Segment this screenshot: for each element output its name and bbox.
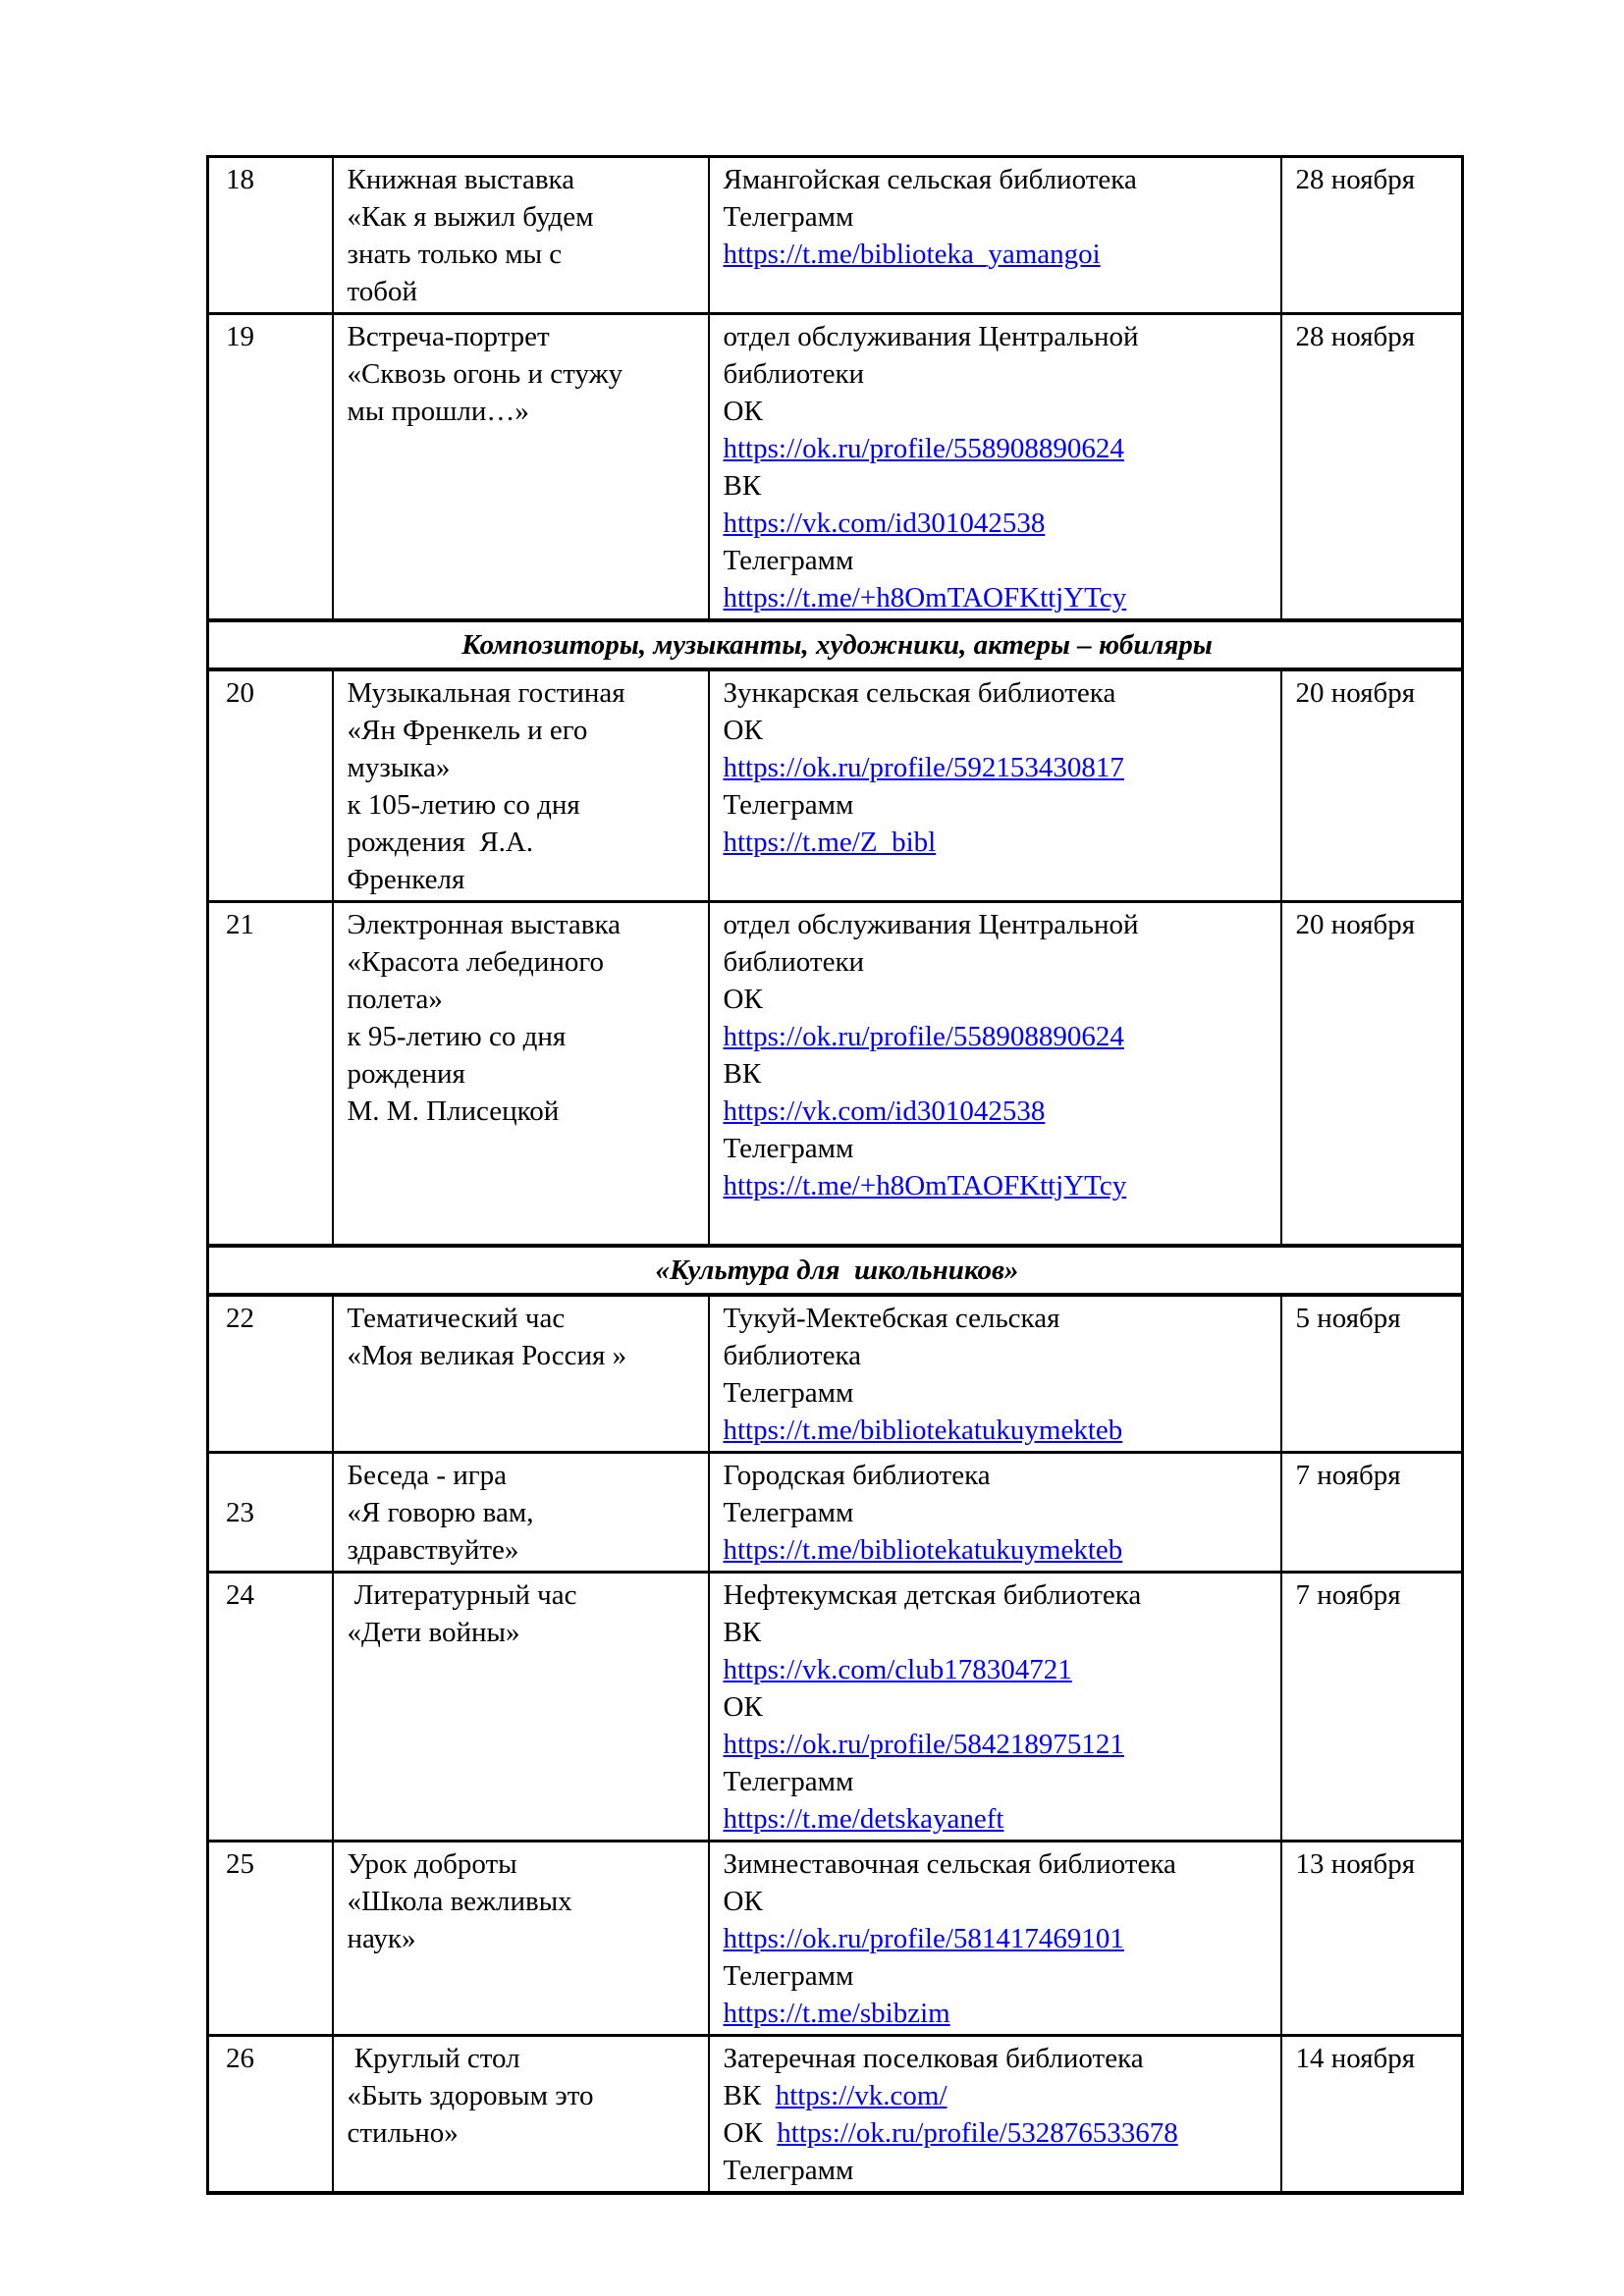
event-title-line: рождения xyxy=(347,1058,465,1090)
social-link[interactable]: https://t.me/+h8OmTAOFKttjYTcy xyxy=(723,1170,1127,1201)
table-row xyxy=(208,1295,1463,1453)
where-line xyxy=(724,1412,1271,1449)
where-text: Телеграмм xyxy=(723,201,854,233)
where-text: Нефтекумская детская библиотека xyxy=(723,1579,1142,1611)
social-link[interactable]: https://ok.ru/profile/584218975121 xyxy=(723,1729,1124,1760)
where-line xyxy=(724,1614,1271,1651)
library-links-cell xyxy=(709,1842,1281,2036)
table-row xyxy=(208,1842,1463,2036)
where-line xyxy=(724,2152,1271,2189)
event-title-line: Книжная выставка xyxy=(347,164,575,195)
where-line xyxy=(724,906,1271,943)
table-row xyxy=(208,902,1463,1247)
where-line xyxy=(724,1883,1271,1920)
event-title-line: полета» xyxy=(347,984,443,1015)
date-cell: 28 ноября xyxy=(1281,157,1463,314)
row-number-cell xyxy=(208,157,333,314)
event-title-cell xyxy=(333,669,709,902)
where-line xyxy=(724,2040,1271,2077)
social-link[interactable]: https://vk.com/ xyxy=(775,2080,947,2111)
social-link[interactable]: https://t.me/bibliotekatukuymekteb xyxy=(723,1534,1123,1566)
where-text: Телеграмм xyxy=(723,789,854,821)
where-line xyxy=(724,318,1271,355)
date-cell: 20 ноября xyxy=(1281,669,1463,902)
event-title-cell xyxy=(333,1573,709,1842)
social-link[interactable]: https://ok.ru/profile/558908890624 xyxy=(723,433,1124,464)
social-link[interactable]: https://t.me/+h8OmTAOFKttjYTcy xyxy=(723,582,1127,614)
event-title-line: тобой xyxy=(347,276,418,307)
where-line xyxy=(724,1688,1271,1726)
where-text: Телеграмм xyxy=(723,1133,854,1164)
row-number: 24 xyxy=(226,1579,254,1611)
event-title-line: Тематический час xyxy=(347,1303,566,1334)
where-text: Тукуй-Мектебская сельская xyxy=(723,1303,1060,1334)
event-title-line: «Ян Френкель и его xyxy=(347,715,588,746)
where-text: библиотеки xyxy=(723,358,865,390)
where-line xyxy=(724,712,1271,749)
event-title-line: мы прошли…» xyxy=(347,396,529,427)
section-header: «Культура для школьников» xyxy=(208,1246,1463,1295)
library-links-cell xyxy=(709,2036,1281,2194)
table-row xyxy=(208,1453,1463,1573)
where-text: ВК xyxy=(723,1617,762,1648)
where-line xyxy=(724,1920,1271,1957)
where-line xyxy=(724,1957,1271,1995)
event-title-cell xyxy=(333,1453,709,1573)
library-links-cell xyxy=(709,669,1281,902)
event-title-line: «Моя великая Россия » xyxy=(347,1340,627,1371)
where-text: Зимнеставочная сельская библиотека xyxy=(723,1848,1176,1880)
social-link[interactable]: https://t.me/sbibzim xyxy=(723,1998,950,2029)
library-links-cell xyxy=(709,1295,1281,1453)
social-link[interactable]: https://t.me/detskayaneft xyxy=(723,1803,1004,1835)
event-title-line: Музыкальная гостиная xyxy=(347,677,625,709)
event-title-line: Урок доброты xyxy=(347,1848,517,1880)
row-number: 19 xyxy=(226,321,254,352)
where-line xyxy=(724,393,1271,430)
where-line xyxy=(724,355,1271,393)
event-title-line: к 105-летию со дня xyxy=(347,789,580,821)
where-line xyxy=(724,943,1271,981)
where-text: Телеграмм xyxy=(723,545,854,576)
where-text: библиотеки xyxy=(723,946,865,978)
events-table xyxy=(206,155,1464,2195)
event-title-cell xyxy=(333,902,709,1247)
library-links-cell xyxy=(709,157,1281,314)
row-number-cell xyxy=(208,1573,333,1842)
event-title-line: Беседа - игра xyxy=(347,1460,508,1491)
event-title-line: знать только мы с xyxy=(347,239,563,270)
where-line xyxy=(724,786,1271,824)
where-text: ВК xyxy=(723,2080,776,2111)
where-line xyxy=(724,981,1271,1018)
events-table-body xyxy=(208,157,1463,2194)
event-title-line: Литературный час xyxy=(347,1579,577,1611)
document-content-area xyxy=(206,155,1461,2195)
where-text: ВК xyxy=(723,470,762,502)
row-number-cell xyxy=(208,2036,333,2194)
where-line xyxy=(724,1531,1271,1569)
row-number: 20 xyxy=(226,677,254,709)
social-link[interactable]: https://vk.com/id301042538 xyxy=(723,507,1046,539)
where-text: ОК xyxy=(723,1691,763,1723)
table-row xyxy=(208,1573,1463,1842)
section-header-row xyxy=(208,1246,1463,1295)
library-links-cell xyxy=(709,1573,1281,1842)
where-text: ОК xyxy=(723,715,763,746)
social-link[interactable]: https://ok.ru/profile/558908890624 xyxy=(723,1021,1124,1052)
row-number: 18 xyxy=(226,164,254,195)
event-title-line: музыка» xyxy=(347,752,451,783)
event-title-line: «Дети войны» xyxy=(347,1617,520,1648)
where-line xyxy=(724,161,1271,198)
where-text: отдел обслуживания Центральной xyxy=(723,321,1139,352)
where-text: Телеграмм xyxy=(723,1766,854,1797)
where-line xyxy=(724,1337,1271,1374)
row-number-cell xyxy=(208,1295,333,1453)
social-link[interactable]: https://ok.ru/profile/581417469101 xyxy=(723,1923,1124,1954)
library-links-cell xyxy=(709,314,1281,621)
where-text: ОК xyxy=(723,396,763,427)
where-line xyxy=(724,824,1271,861)
event-title-line: стильно» xyxy=(347,2117,459,2149)
date-cell: 7 ноября xyxy=(1281,1453,1463,1573)
date-cell: 13 ноября xyxy=(1281,1842,1463,2036)
where-line xyxy=(724,1018,1271,1055)
section-header-row xyxy=(208,620,1463,669)
event-title-line: «Как я выжил будем xyxy=(347,201,594,233)
where-line xyxy=(724,1845,1271,1883)
event-title-line: «Сквозь огонь и стужу xyxy=(347,358,623,390)
table-row xyxy=(208,314,1463,621)
where-line xyxy=(724,1800,1271,1838)
row-number xyxy=(226,1457,322,1494)
where-text: отдел обслуживания Центральной xyxy=(723,909,1139,940)
row-number: 22 xyxy=(226,1303,254,1334)
where-line xyxy=(724,542,1271,579)
where-line xyxy=(724,674,1271,712)
date-cell: 28 ноября xyxy=(1281,314,1463,621)
event-title-cell xyxy=(333,314,709,621)
social-link[interactable]: https://t.me/Z_bibl xyxy=(723,827,937,858)
date-cell: 14 ноября xyxy=(1281,2036,1463,2194)
where-text: Зункарская сельская библиотека xyxy=(723,677,1116,709)
where-text: Телеграмм xyxy=(723,1377,854,1409)
where-line xyxy=(724,430,1271,467)
event-title-cell xyxy=(333,157,709,314)
date-cell: 5 ноября xyxy=(1281,1295,1463,1453)
table-row xyxy=(208,2036,1463,2194)
row-number-cell xyxy=(208,1842,333,2036)
where-line xyxy=(724,1300,1271,1337)
where-line xyxy=(724,1494,1271,1531)
row-number-cell xyxy=(208,669,333,902)
row-number: 21 xyxy=(226,909,254,940)
where-text: Городская библиотека xyxy=(723,1460,991,1491)
event-title-line: к 95-летию со дня xyxy=(347,1021,567,1052)
where-text: Затеречная поселковая библиотека xyxy=(723,2043,1144,2074)
social-link[interactable]: https://t.me/biblioteka_yamangoi xyxy=(723,239,1101,270)
where-text: Телеграмм xyxy=(723,1960,854,1992)
where-line xyxy=(724,749,1271,786)
where-text: Телеграмм xyxy=(723,2155,854,2186)
social-link[interactable]: https://vk.com/id301042538 xyxy=(723,1095,1046,1127)
where-line xyxy=(724,1204,1271,1242)
where-line xyxy=(724,1167,1271,1204)
social-link[interactable]: https://t.me/bibliotekatukuymekteb xyxy=(723,1415,1123,1446)
library-links-cell xyxy=(709,1453,1281,1573)
event-title-line: «Быть здоровым это xyxy=(347,2080,594,2111)
where-line xyxy=(724,1995,1271,2032)
where-line xyxy=(724,1726,1271,1763)
social-link[interactable]: https://ok.ru/profile/532876533678 xyxy=(777,2117,1178,2149)
social-link[interactable]: https://vk.com/club178304721 xyxy=(723,1654,1072,1685)
date-cell: 7 ноября xyxy=(1281,1573,1463,1842)
where-text xyxy=(724,1207,731,1239)
event-title-line: «Школа вежливых xyxy=(347,1886,572,1917)
event-title-line: Френкеля xyxy=(347,864,465,895)
where-line xyxy=(724,2077,1271,2114)
where-text: Телеграмм xyxy=(723,1497,854,1528)
event-title-line: наук» xyxy=(347,1923,416,1954)
where-line xyxy=(724,1374,1271,1412)
where-text: библиотека xyxy=(723,1340,861,1371)
where-line xyxy=(724,2114,1271,2152)
row-number-cell xyxy=(208,1453,333,1573)
row-number: 26 xyxy=(226,2043,254,2074)
table-row xyxy=(208,669,1463,902)
where-text: ОК xyxy=(723,984,763,1015)
event-title-line: «Красота лебединого xyxy=(347,946,605,978)
row-number: 23 xyxy=(226,1497,254,1528)
where-line xyxy=(724,505,1271,542)
where-line xyxy=(724,1130,1271,1167)
event-title-line: «Я говорю вам, xyxy=(347,1497,534,1528)
row-number-cell xyxy=(208,314,333,621)
event-title-line: Электронная выставка xyxy=(347,909,622,940)
where-text: ВК xyxy=(723,1058,762,1090)
event-title-line: М. М. Плисецкой xyxy=(347,1095,560,1127)
where-text: Ямангойская сельская библиотека xyxy=(723,164,1137,195)
where-line xyxy=(724,1576,1271,1614)
where-line xyxy=(724,1457,1271,1494)
where-line xyxy=(724,1055,1271,1093)
library-links-cell xyxy=(709,902,1281,1247)
where-line xyxy=(724,579,1271,616)
where-text: ОК xyxy=(723,2117,778,2149)
event-title-cell xyxy=(333,2036,709,2194)
event-title-cell xyxy=(333,1842,709,2036)
where-line xyxy=(724,198,1271,236)
where-line xyxy=(724,1763,1271,1800)
where-line xyxy=(724,1651,1271,1688)
event-title-line: Круглый стол xyxy=(347,2043,520,2074)
where-line xyxy=(724,236,1271,273)
event-title-line: рождения Я.А. xyxy=(347,827,534,858)
row-number: 25 xyxy=(226,1848,254,1880)
where-text: ОК xyxy=(723,1886,763,1917)
event-title-line: здравствуйте» xyxy=(347,1534,519,1566)
row-number-cell xyxy=(208,902,333,1247)
event-title-cell xyxy=(333,1295,709,1453)
event-title-line: Встреча-портрет xyxy=(347,321,550,352)
where-line xyxy=(724,467,1271,505)
section-header: Композиторы, музыканты, художники, актеры – юбиляры xyxy=(208,620,1463,669)
where-line xyxy=(724,1093,1271,1130)
date-cell: 20 ноября xyxy=(1281,902,1463,1247)
social-link[interactable]: https://ok.ru/profile/592153430817 xyxy=(723,752,1124,783)
table-row xyxy=(208,157,1463,314)
